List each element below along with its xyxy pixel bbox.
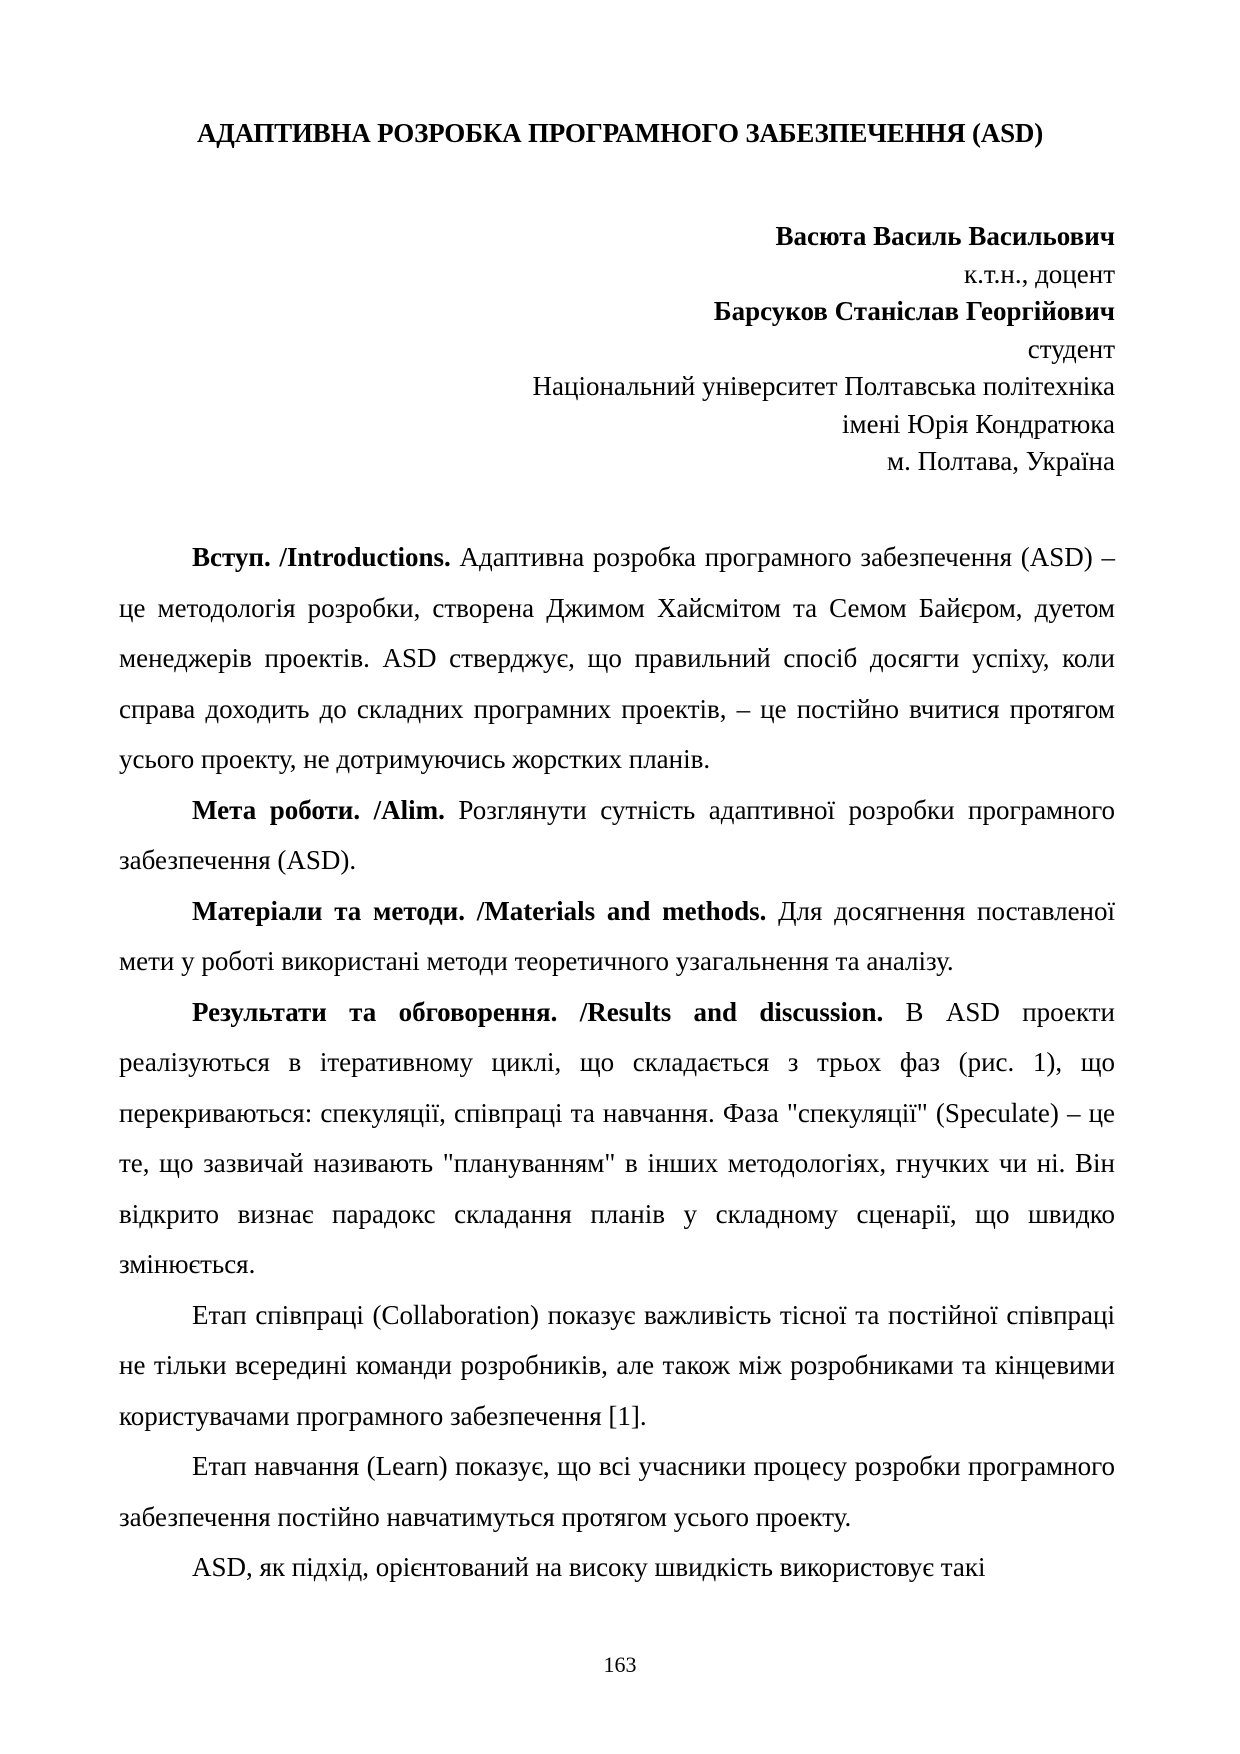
section-text: Адаптивна розробка програмного забезпечення (ASD) – це методологія розробки, створена Джимом Хайсмітом та Семом Байєром, дуетом менеджерів проектів. ASD стверджує, що правильний спосіб досягти успіху, коли справа доходить до складних програмних проектів, – це постійно вчитися протягом усього проекту, не дотримуючись жорстких планів. bbox=[119, 542, 1115, 774]
section-heading: Результати та обговорення. /Results and discussion. bbox=[192, 996, 884, 1027]
affiliation-line: імені Юрія Кондратюка bbox=[842, 408, 1115, 439]
section-heading: Матеріали та методи. /Materials and methods. bbox=[192, 895, 767, 926]
paragraph-collaboration: Етап співпраці (Collaboration) показує важливість тісної та постійної співпраці не тільки всередині команди розробників, але також між розробниками та кінцевими користувачами програмного забезпечення [1]. bbox=[119, 1299, 1115, 1431]
section-text: Для досягнення поставленої мети у роботі використані методи теоретичного узагальнення та аналізу. bbox=[119, 895, 1116, 976]
author-block bbox=[355, 218, 1115, 481]
section-introduction bbox=[119, 532, 1115, 785]
article-body bbox=[119, 532, 1115, 1593]
affiliation-line: Національний університет Полтавська політехніка bbox=[532, 371, 1115, 401]
section-text: В ASD проекти реалізуються в ітеративному циклі, що складається з трьох фаз (рис. 1), що перекриваються: спекуляції, співпраці та навчання. Фаза "спекуляції" (Speculate) – це те, що зазвичай називають "плануванням" в інших методологіях, гнучких чи ні. Він відкрито визнає парадокс складання планів у складному сценарії, що швидко змінюється. bbox=[119, 996, 1115, 1279]
section-results bbox=[119, 987, 1115, 1290]
paragraph-learn: Етап навчання (Learn) показує, що всі учасники процесу розробки програмного забезпечення постійно навчатимуться протягом усього проекту. bbox=[119, 1451, 1115, 1532]
section-methods bbox=[119, 886, 1115, 987]
author-role: к.т.н., доцент bbox=[963, 258, 1115, 289]
section-aim bbox=[119, 785, 1115, 886]
paragraph-asd-approach: ASD, як підхід, орієнтований на високу швидкість використовує такі bbox=[192, 1552, 986, 1582]
paper-title: АДАПТИВНА РОЗРОБКА ПРОГРАМНОГО ЗАБЕЗПЕЧЕННЯ (ASD) bbox=[196, 118, 1044, 148]
page-number: 163 bbox=[603, 1652, 637, 1677]
section-heading: Вступ. /Introductions. bbox=[192, 542, 451, 572]
author-name: Васюта Василь Васильович bbox=[775, 221, 1115, 251]
section-heading: Мета роботи. /Alim. bbox=[192, 794, 445, 825]
author-role: студент bbox=[1027, 333, 1115, 364]
author-name: Барсуков Станіслав Георгійович bbox=[713, 296, 1115, 326]
section-text: Розглянути сутність адаптивної розробки програмного забезпечення (ASD). bbox=[119, 794, 1115, 875]
affiliation-location: м. Полтава, Україна bbox=[887, 446, 1115, 476]
